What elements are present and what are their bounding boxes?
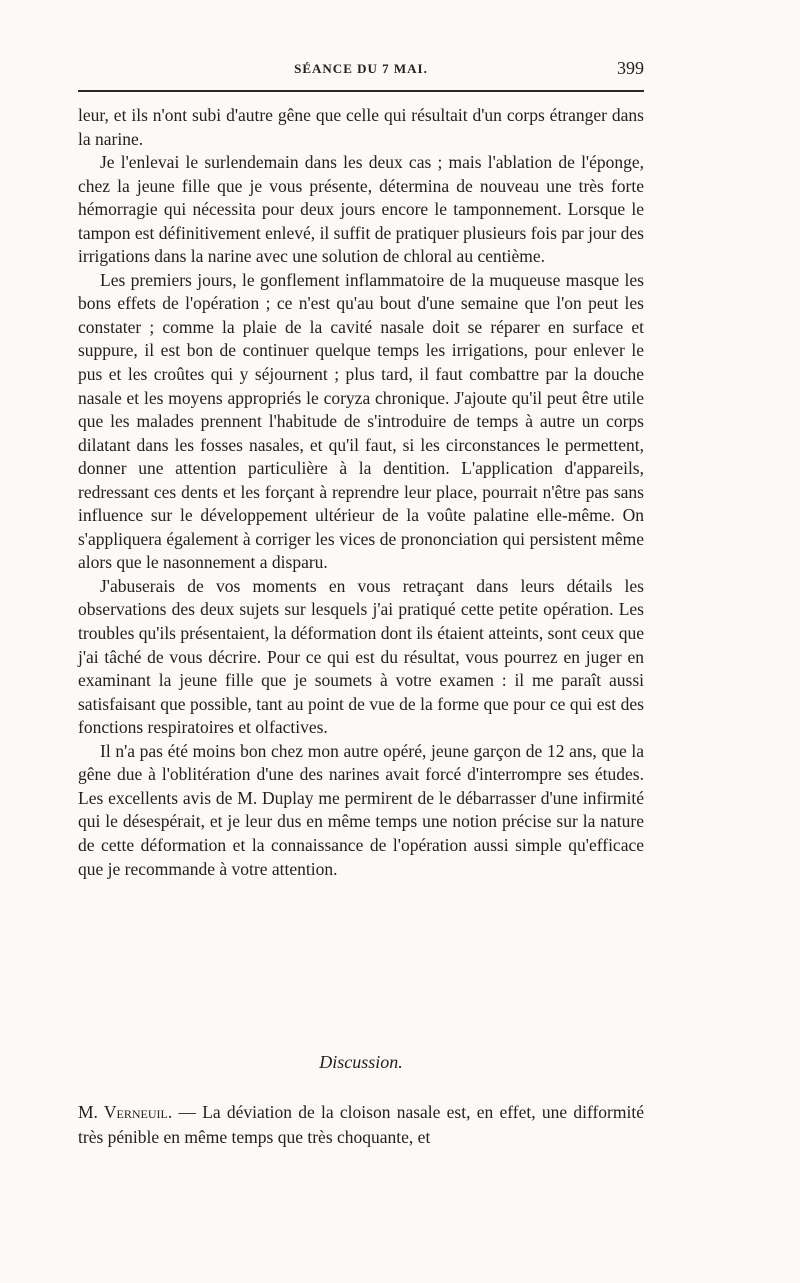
header-rule (78, 90, 644, 92)
paragraph-continuation: leur, et ils n'ont subi d'autre gêne que celle qui résultait d'un corps étranger dans la narine. (78, 105, 644, 149)
discussion-text (78, 1100, 644, 1150)
running-title: SÉANCE DU 7 MAI. (294, 61, 428, 76)
section-title-discussion: Discussion. (319, 1052, 403, 1072)
speaker-name: M. Verneuil. (78, 1102, 173, 1122)
paragraph-second-patient: Il n'a pas été moins bon chez mon autre opéré, jeune garçon de 12 ans, que la gêne due à l'oblitération d'une des narines avait forcé d'interrompre ses études. Les excellents avis de M. Duplay me permirent de le débarrasser d'une infirmité qui le désespérait, et je leur dus en même temps une notion précise sur la nature de cette déformation et la connaissance de l'opération aussi simple qu'efficace que je recommande à votre attention. (78, 740, 644, 879)
page-number: 399 (617, 58, 644, 78)
paragraph-observations: J'abuserais de vos moments en vous retraçant dans leurs détails les observations des deux sujets sur lesquels j'ai pratiqué cette petite opération. Les troubles qu'ils présentaient, la déformation dont ils étaient atteints, sont ceux que j'ai tâché de vous décrire. Pour ce qui est du résultat, vous pourrez en juger en examinant la jeune fille que je soumets à votre examen : il me paraît aussi satisfaisant que possible, tant au point de vue de la forme que pour ce qui est des fonctions respiratoires et olfactives. (78, 575, 644, 738)
paragraph-aftercare: Les premiers jours, le gonflement inflammatoire de la muqueuse masque les bons effets de l'opération ; ce n'est qu'au bout d'une semaine que l'on peut les constater ; comme la plaie de la cavité nasale doit se réparer en surface et suppure, il est bon de continuer quelque temps les irrigations, pour enlever le pus et les croûtes qui y séjournent ; plus tard, il faut combattre par la douche nasale et les moyens appropriés le coryza chronique. J'ajoute qu'il peut être utile que les malades prennent l'habitude de s'introduire de temps à autre un corps dilatant dans les fosses nasales, et qu'il faut, si les circonstances le permettent, donner une attention particulière à la dentition. L'application d'appareils, redressant ces dents et les forçant à reprendre leur place, pourrait n'être pas sans influence sur le développement ultérieur de la voûte palatine elle-même. On s'appliquera également à corriger les vices de prononciation qui persistent même alors que le nasonnement a disparu. (78, 269, 644, 573)
running-head (78, 58, 644, 82)
body-text (78, 104, 644, 881)
speaker-remark: — La déviation de la cloison nasale est, en effet, une difformité très pénible en même temps que très choquante, et (78, 1102, 644, 1147)
paragraph-sponge-removal: Je l'enlevai le surlendemain dans les deux cas ; mais l'ablation de l'éponge, chez la jeune fille que je vous présente, détermina de nouveau une très forte hémorragie qui nécessita pour deux jours encore le tamponnement. Lorsque le tampon est définitivement enlevé, il suffit de pratiquer plusieurs fois par jour des irrigations dans la narine avec une solution de chloral au centième. (78, 152, 644, 267)
paragraph-discussion (78, 1100, 644, 1150)
